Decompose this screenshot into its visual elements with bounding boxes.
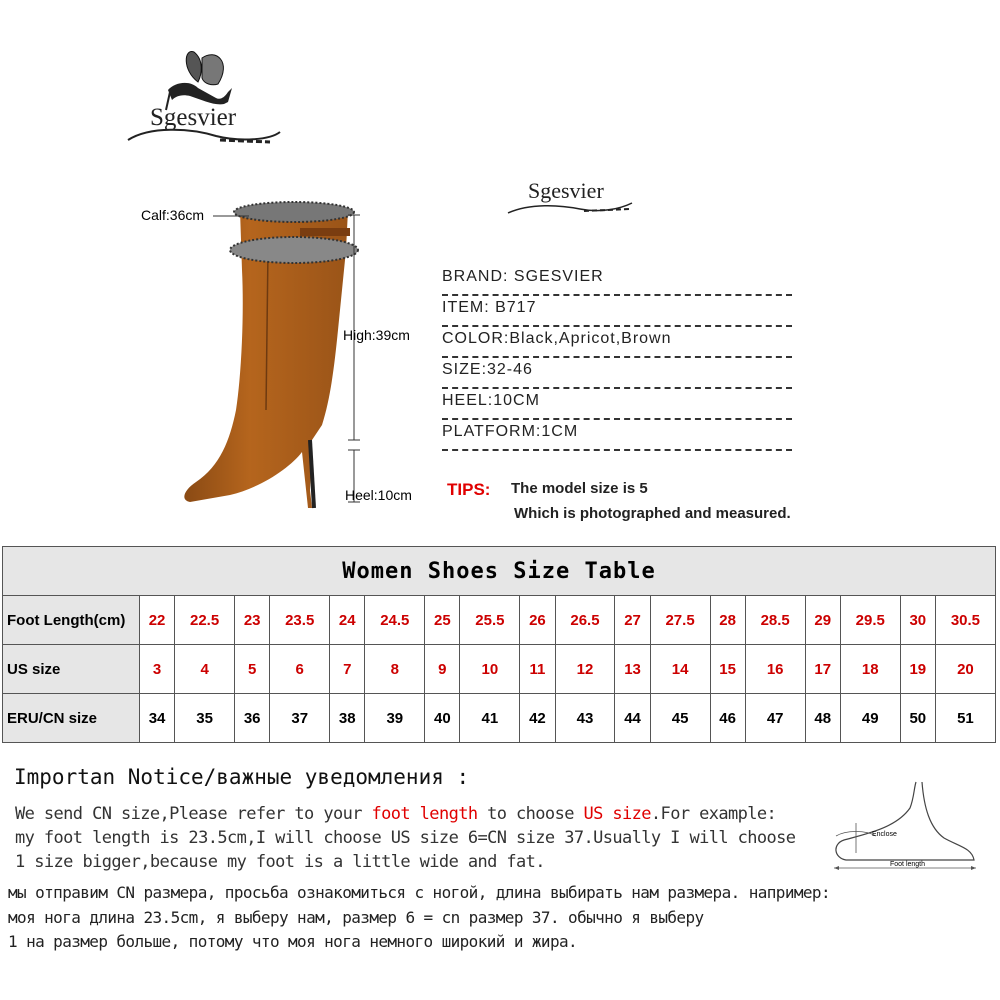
measure-guide — [340, 210, 370, 510]
row-label: Foot Length(cm) — [3, 596, 140, 645]
us-size-row — [3, 645, 996, 694]
row-label: ERU/CN size — [3, 694, 140, 743]
size-cell: 41 — [460, 694, 520, 743]
spec-heel: HEEL:10CM — [442, 392, 792, 420]
size-cell: 16 — [745, 645, 805, 694]
size-cell: 35 — [175, 694, 235, 743]
size-cell: 28.5 — [745, 596, 805, 645]
size-cell: 27.5 — [650, 596, 710, 645]
size-cell: 4 — [175, 645, 235, 694]
notice-en-line-2: my foot length is 23.5cm,I will choose US size 6=CN size 37.Usually I will choose — [15, 828, 796, 848]
spec-size: SIZE:32-46 — [442, 361, 792, 389]
brand-logo-graphic — [120, 40, 290, 155]
size-cell: 20 — [935, 645, 995, 694]
notice-ru-line-1: мы отправим CN размера, просьба ознакомиться с ногой, длина выбирать нам размера. например: — [8, 883, 830, 902]
tips-line-2: Which is photographed and measured. — [514, 505, 791, 522]
size-cell: 12 — [555, 645, 615, 694]
size-cell: 6 — [270, 645, 330, 694]
size-cell: 10 — [460, 645, 520, 694]
size-cell: 24.5 — [365, 596, 425, 645]
calf-measurement: Calf:36cm — [141, 207, 205, 223]
size-cell: 22 — [140, 596, 175, 645]
notice-en-line-3: 1 size bigger,because my foot is a little wide and fat. — [15, 852, 545, 872]
size-cell: 17 — [805, 645, 840, 694]
spec-color: COLOR:Black,Apricot,Brown — [442, 330, 792, 358]
size-cell: 9 — [425, 645, 460, 694]
spec-platform: PLATFORM:1CM — [442, 423, 792, 451]
size-cell: 15 — [710, 645, 745, 694]
size-cell: 45 — [650, 694, 710, 743]
size-cell: 22.5 — [175, 596, 235, 645]
size-cell: 24 — [330, 596, 365, 645]
tips-line-1: The model size is 5 — [511, 480, 648, 497]
foot-enclose-label: Enclose — [872, 831, 897, 838]
size-cell: 14 — [650, 645, 710, 694]
size-cell: 48 — [805, 694, 840, 743]
size-cell: 27 — [615, 596, 650, 645]
size-cell: 28 — [710, 596, 745, 645]
size-cell: 44 — [615, 694, 650, 743]
size-cell: 19 — [900, 645, 935, 694]
size-table — [2, 546, 996, 743]
size-cell: 46 — [710, 694, 745, 743]
size-cell: 36 — [235, 694, 270, 743]
size-cell: 29 — [805, 596, 840, 645]
size-cell: 11 — [520, 645, 555, 694]
size-cell: 29.5 — [840, 596, 900, 645]
notice-text: .For example: — [650, 804, 777, 824]
size-cell: 37 — [270, 694, 330, 743]
size-cell: 23 — [235, 596, 270, 645]
foot-diagram — [826, 778, 986, 873]
size-cell: 13 — [615, 645, 650, 694]
heel-measurement: Heel:10cm — [345, 487, 412, 503]
size-table-title: Women Shoes Size Table — [3, 547, 996, 596]
notice-text: to choose — [477, 804, 584, 824]
size-cell: 23.5 — [270, 596, 330, 645]
size-cell: 43 — [555, 694, 615, 743]
foot-length-label: Foot length — [890, 861, 926, 868]
spec-item: ITEM: B717 — [442, 299, 792, 327]
foot-length-row — [3, 596, 996, 645]
height-measurement: High:39cm — [343, 327, 410, 343]
notice-en-line-1 — [15, 804, 776, 824]
size-cell: 26 — [520, 596, 555, 645]
size-cell: 7 — [330, 645, 365, 694]
size-cell: 50 — [900, 694, 935, 743]
notice-ru-line-3: 1 на размер больше, потому что моя нога немного широкий и жира. — [8, 932, 578, 951]
size-cell: 25 — [425, 596, 460, 645]
size-cell: 26.5 — [555, 596, 615, 645]
notice-text: We send CN size,Please refer to your — [15, 804, 372, 824]
size-cell: 34 — [140, 694, 175, 743]
size-cell: 30.5 — [935, 596, 995, 645]
size-cell: 30 — [900, 596, 935, 645]
size-cell: 3 — [140, 645, 175, 694]
tips-label: TIPS: — [447, 480, 491, 499]
size-cell: 47 — [745, 694, 805, 743]
calf-guide — [211, 208, 251, 224]
size-cell: 18 — [840, 645, 900, 694]
size-cell: 38 — [330, 694, 365, 743]
brand-logo-text-secondary: Sgesvier — [528, 178, 604, 203]
size-cell: 40 — [425, 694, 460, 743]
brand-logo-text: Sgesvier — [150, 104, 237, 131]
size-cell: 5 — [235, 645, 270, 694]
notice-title: Importan Notice/важные уведомления : — [14, 765, 470, 789]
notice-ru-line-2: моя нога длина 23.5cm, я выберу нам, размер 6 = cn размер 37. обычно я выберу — [8, 908, 704, 927]
size-cell: 25.5 — [460, 596, 520, 645]
size-cell: 42 — [520, 694, 555, 743]
size-cell: 49 — [840, 694, 900, 743]
size-cell: 51 — [935, 694, 995, 743]
notice-highlight: foot length — [371, 804, 478, 824]
size-cell: 8 — [365, 645, 425, 694]
eu-cn-size-row — [3, 694, 996, 743]
spec-brand: BRAND: SGESVIER — [442, 268, 792, 296]
notice-highlight: US size — [583, 804, 651, 824]
size-cell: 39 — [365, 694, 425, 743]
row-label: US size — [3, 645, 140, 694]
